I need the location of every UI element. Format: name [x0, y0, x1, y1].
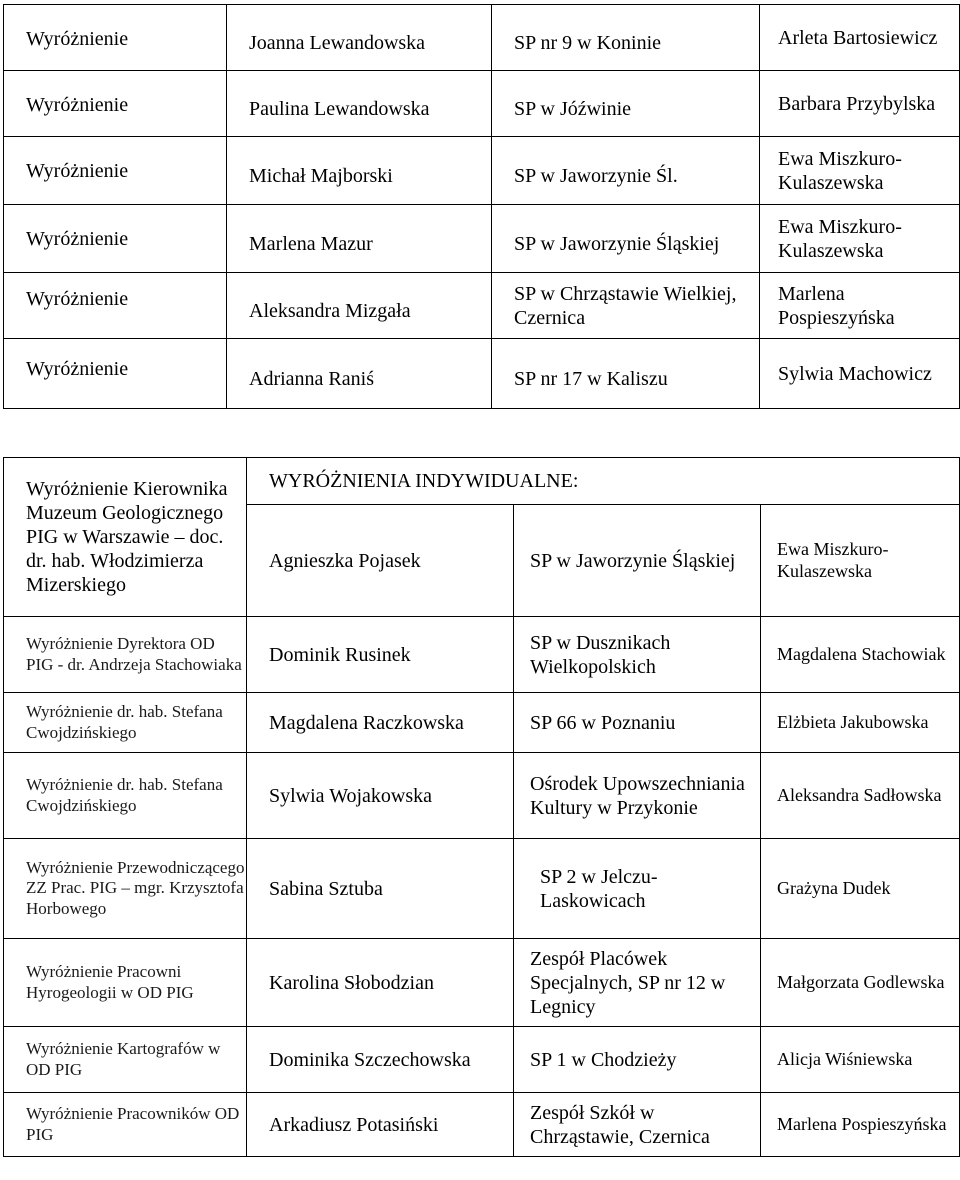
tutor-cell: Aleksandra Sadłowska — [761, 753, 960, 839]
awards-table-group — [3, 4, 960, 409]
school-cell: Zespół Szkół w Chrząstawie, Czernica — [514, 1093, 761, 1157]
award-cell: Wyróżnienie dr. hab. Stefana Cwojdzińskiego — [4, 753, 247, 839]
award-cell: Wyróżnienie — [4, 5, 227, 71]
table-row — [4, 939, 960, 1027]
tutor-cell: Ewa Miszkuro-Kulaszewska — [760, 137, 960, 205]
table-row — [4, 137, 960, 205]
student-name-cell: Adrianna Raniś — [227, 339, 492, 409]
table-row — [4, 693, 960, 753]
tutor-cell: Sylwia Machowicz — [760, 339, 960, 409]
tutor-cell: Barbara Przybylska — [760, 71, 960, 137]
award-cell: Wyróżnienie Pracowni Hyrogeologii w OD PIG — [4, 939, 247, 1027]
school-cell: SP w Jaworzynie Śląskiej — [514, 505, 761, 617]
school-cell: SP nr 9 w Koninie — [492, 5, 760, 71]
student-name-cell: Joanna Lewandowska — [227, 5, 492, 71]
school-cell: SP w Jóźwinie — [492, 71, 760, 137]
student-name-cell: Dominika Szczechowska — [247, 1027, 514, 1093]
tutor-cell: Małgorzata Godlewska — [761, 939, 960, 1027]
student-name-cell: Aleksandra Mizgała — [227, 273, 492, 339]
award-cell: Wyróżnienie — [4, 339, 227, 409]
school-cell: Zespół Placówek Specjalnych, SP nr 12 w Legnicy — [514, 939, 761, 1027]
student-name-cell: Sylwia Wojakowska — [247, 753, 514, 839]
student-name-cell: Dominik Rusinek — [247, 617, 514, 693]
table-row — [4, 1093, 960, 1157]
award-cell: Wyróżnienie Dyrektora OD PIG - dr. Andrzeja Stachowiaka — [4, 617, 247, 693]
table-row — [4, 205, 960, 273]
table-row — [4, 753, 960, 839]
school-cell: SP w Chrząstawie Wielkiej, Czernica — [492, 273, 760, 339]
table-row — [4, 5, 960, 71]
award-cell: Wyróżnienie Pracowników OD PIG — [4, 1093, 247, 1157]
student-name-cell: Marlena Mazur — [227, 205, 492, 273]
award-cell: Wyróżnienie — [4, 137, 227, 205]
school-cell: Ośrodek Upowszechniania Kultury w Przykonie — [514, 753, 761, 839]
school-cell: SP 2 w Jelczu-Laskowicach — [514, 839, 761, 939]
school-cell: SP w Jaworzynie Śląskiej — [492, 205, 760, 273]
award-cell: Wyróżnienie Przewodniczącego ZZ Prac. PIG – mgr. Krzysztofa Horbowego — [4, 839, 247, 939]
individual-awards-table — [3, 457, 960, 1157]
student-name-cell: Magdalena Raczkowska — [247, 693, 514, 753]
tutor-cell: Alicja Wiśniewska — [761, 1027, 960, 1093]
award-cell: Wyróżnienie — [4, 205, 227, 273]
school-cell: SP w Jaworzynie Śl. — [492, 137, 760, 205]
award-cell: Wyróżnienie — [4, 71, 227, 137]
award-cell: Wyróżnienie Kartografów w OD PIG — [4, 1027, 247, 1093]
tutor-cell: Arleta Bartosiewicz — [760, 5, 960, 71]
student-name-cell: Michał Majborski — [227, 137, 492, 205]
school-cell: SP 66 w Poznaniu — [514, 693, 761, 753]
table-header-row — [4, 458, 960, 505]
tutor-cell: Grażyna Dudek — [761, 839, 960, 939]
table-row — [4, 839, 960, 939]
award-cell: Wyróżnienie Kierownika Muzeum Geologicznego PIG w Warszawie – doc. dr. hab. Włodzimierza Mizerskiego — [4, 458, 247, 617]
school-cell: SP w Dusznikach Wielkopolskich — [514, 617, 761, 693]
table-row — [4, 273, 960, 339]
award-cell: Wyróżnienie dr. hab. Stefana Cwojdzińskiego — [4, 693, 247, 753]
school-cell: SP 1 w Chodzieży — [514, 1027, 761, 1093]
tutor-cell: Ewa Miszkuro-Kulaszewska — [760, 205, 960, 273]
student-name-cell: Agnieszka Pojasek — [247, 505, 514, 617]
table-row — [4, 1027, 960, 1093]
tutor-cell: Magdalena Stachowiak — [761, 617, 960, 693]
table-row — [4, 339, 960, 409]
tutor-cell: Marlena Pospieszyńska — [761, 1093, 960, 1157]
student-name-cell: Karolina Słobodzian — [247, 939, 514, 1027]
school-cell: SP nr 17 w Kaliszu — [492, 339, 760, 409]
tutor-cell: Elżbieta Jakubowska — [761, 693, 960, 753]
section-heading: WYRÓŻNIENIA INDYWIDUALNE: — [247, 458, 960, 505]
student-name-cell: Sabina Sztuba — [247, 839, 514, 939]
tutor-cell: Marlena Pospieszyńska — [760, 273, 960, 339]
table-row — [4, 617, 960, 693]
award-cell: Wyróżnienie — [4, 273, 227, 339]
student-name-cell: Arkadiusz Potasiński — [247, 1093, 514, 1157]
student-name-cell: Paulina Lewandowska — [227, 71, 492, 137]
tutor-cell: Ewa Miszkuro-Kulaszewska — [761, 505, 960, 617]
table-row — [4, 71, 960, 137]
